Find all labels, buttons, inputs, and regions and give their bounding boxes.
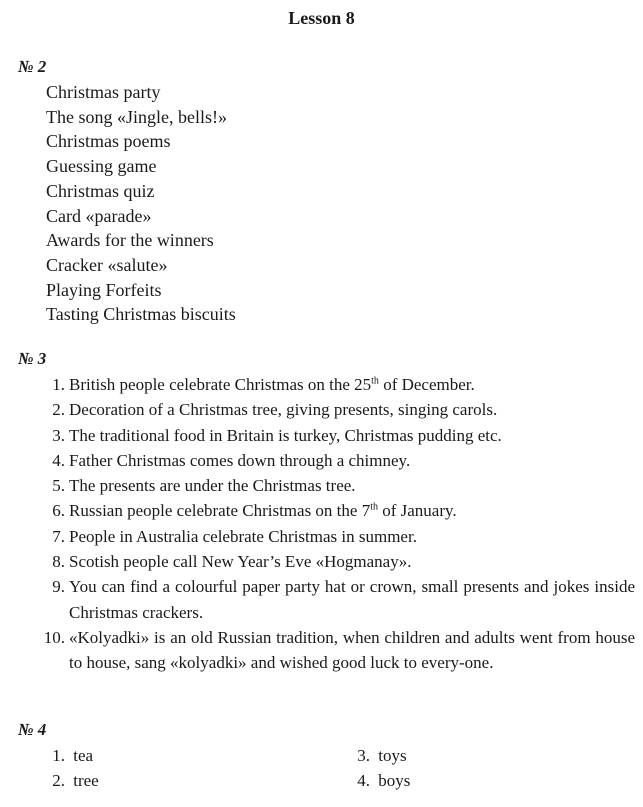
item-text: Father Christmas comes down through a chimney.: [69, 450, 411, 470]
item-number: 3.: [52, 425, 65, 445]
item-number: 6.: [52, 501, 65, 521]
item-word: tree: [73, 771, 99, 790]
list-item: [30, 574, 635, 625]
list-item: [30, 768, 99, 793]
item-word: boys: [378, 771, 411, 790]
section-4-heading: № 4: [18, 720, 47, 739]
item-number: 4.: [357, 771, 370, 790]
ordinal-suffix: th: [371, 375, 379, 387]
list-item: Awards for the winners: [46, 230, 214, 251]
item-number: 2.: [52, 400, 65, 420]
item-text: You can find a colourful paper party hat or crown, small presents and jokes inside Christmas crackers.: [69, 577, 635, 622]
list-item: [30, 397, 635, 422]
list-item: Christmas party: [46, 82, 161, 102]
item-number: 8.: [52, 552, 65, 572]
item-number: 4.: [52, 450, 65, 470]
item-number: 3.: [357, 746, 370, 765]
item-number: 1.: [52, 746, 65, 765]
list-item: Playing Forfeits: [46, 279, 162, 300]
list-item: The song «Jingle, bells!»: [46, 106, 227, 127]
list-item: [30, 743, 93, 768]
list-item: [30, 448, 635, 473]
list-item: [30, 473, 635, 498]
item-text: Scotish people call New Year’s Eve «Hogmanay».: [69, 552, 412, 572]
list-item: Tasting Christmas biscuits: [46, 304, 236, 325]
list-item: [30, 524, 635, 549]
list-item: [30, 625, 635, 676]
item-number: 2.: [52, 771, 65, 790]
ordinal-suffix: th: [370, 501, 378, 513]
list-item: [30, 372, 635, 397]
item-number: 7.: [52, 526, 65, 546]
section-2-list: [46, 80, 236, 327]
list-item: Card «parade»: [46, 205, 152, 226]
item-number: 1.: [52, 375, 65, 394]
item-number: 10.: [43, 627, 65, 647]
section-3-list: [30, 372, 635, 676]
list-item: [30, 423, 635, 448]
item-text: Decoration of a Christmas tree, giving presents, singing carols.: [69, 400, 498, 420]
item-text: The traditional food in Britain is turkey, Christmas pudding etc.: [69, 425, 502, 445]
item-text: British people celebrate Christmas on the 25th of December.: [69, 375, 475, 394]
section-3-heading: № 3: [18, 349, 47, 368]
list-item: [30, 549, 635, 574]
list-item: [30, 498, 635, 523]
item-number: 9.: [52, 577, 65, 597]
item-text: The presents are under the Christmas tree.: [69, 476, 356, 496]
item-text: Russian people celebrate Christmas on the 7th of January.: [69, 501, 457, 521]
list-item: Christmas poems: [46, 131, 171, 152]
item-number: 5.: [52, 476, 65, 496]
item-word: toys: [378, 746, 407, 765]
list-item: Cracker «salute»: [46, 254, 168, 275]
lesson-title: Lesson 8: [288, 8, 355, 28]
item-text: «Kolyadki» is an old Russian tradition, when children and adults went from house to house, sang «kolyadki» and wished good luck to every-one.: [69, 627, 635, 673]
section-2-heading: № 2: [18, 57, 47, 76]
item-word: tea: [73, 746, 94, 765]
list-item: Christmas quiz: [46, 180, 155, 201]
item-text: People in Australia celebrate Christmas in summer.: [69, 526, 417, 546]
list-item: [335, 768, 410, 793]
list-item: [335, 743, 407, 768]
list-item: Guessing game: [46, 156, 157, 177]
